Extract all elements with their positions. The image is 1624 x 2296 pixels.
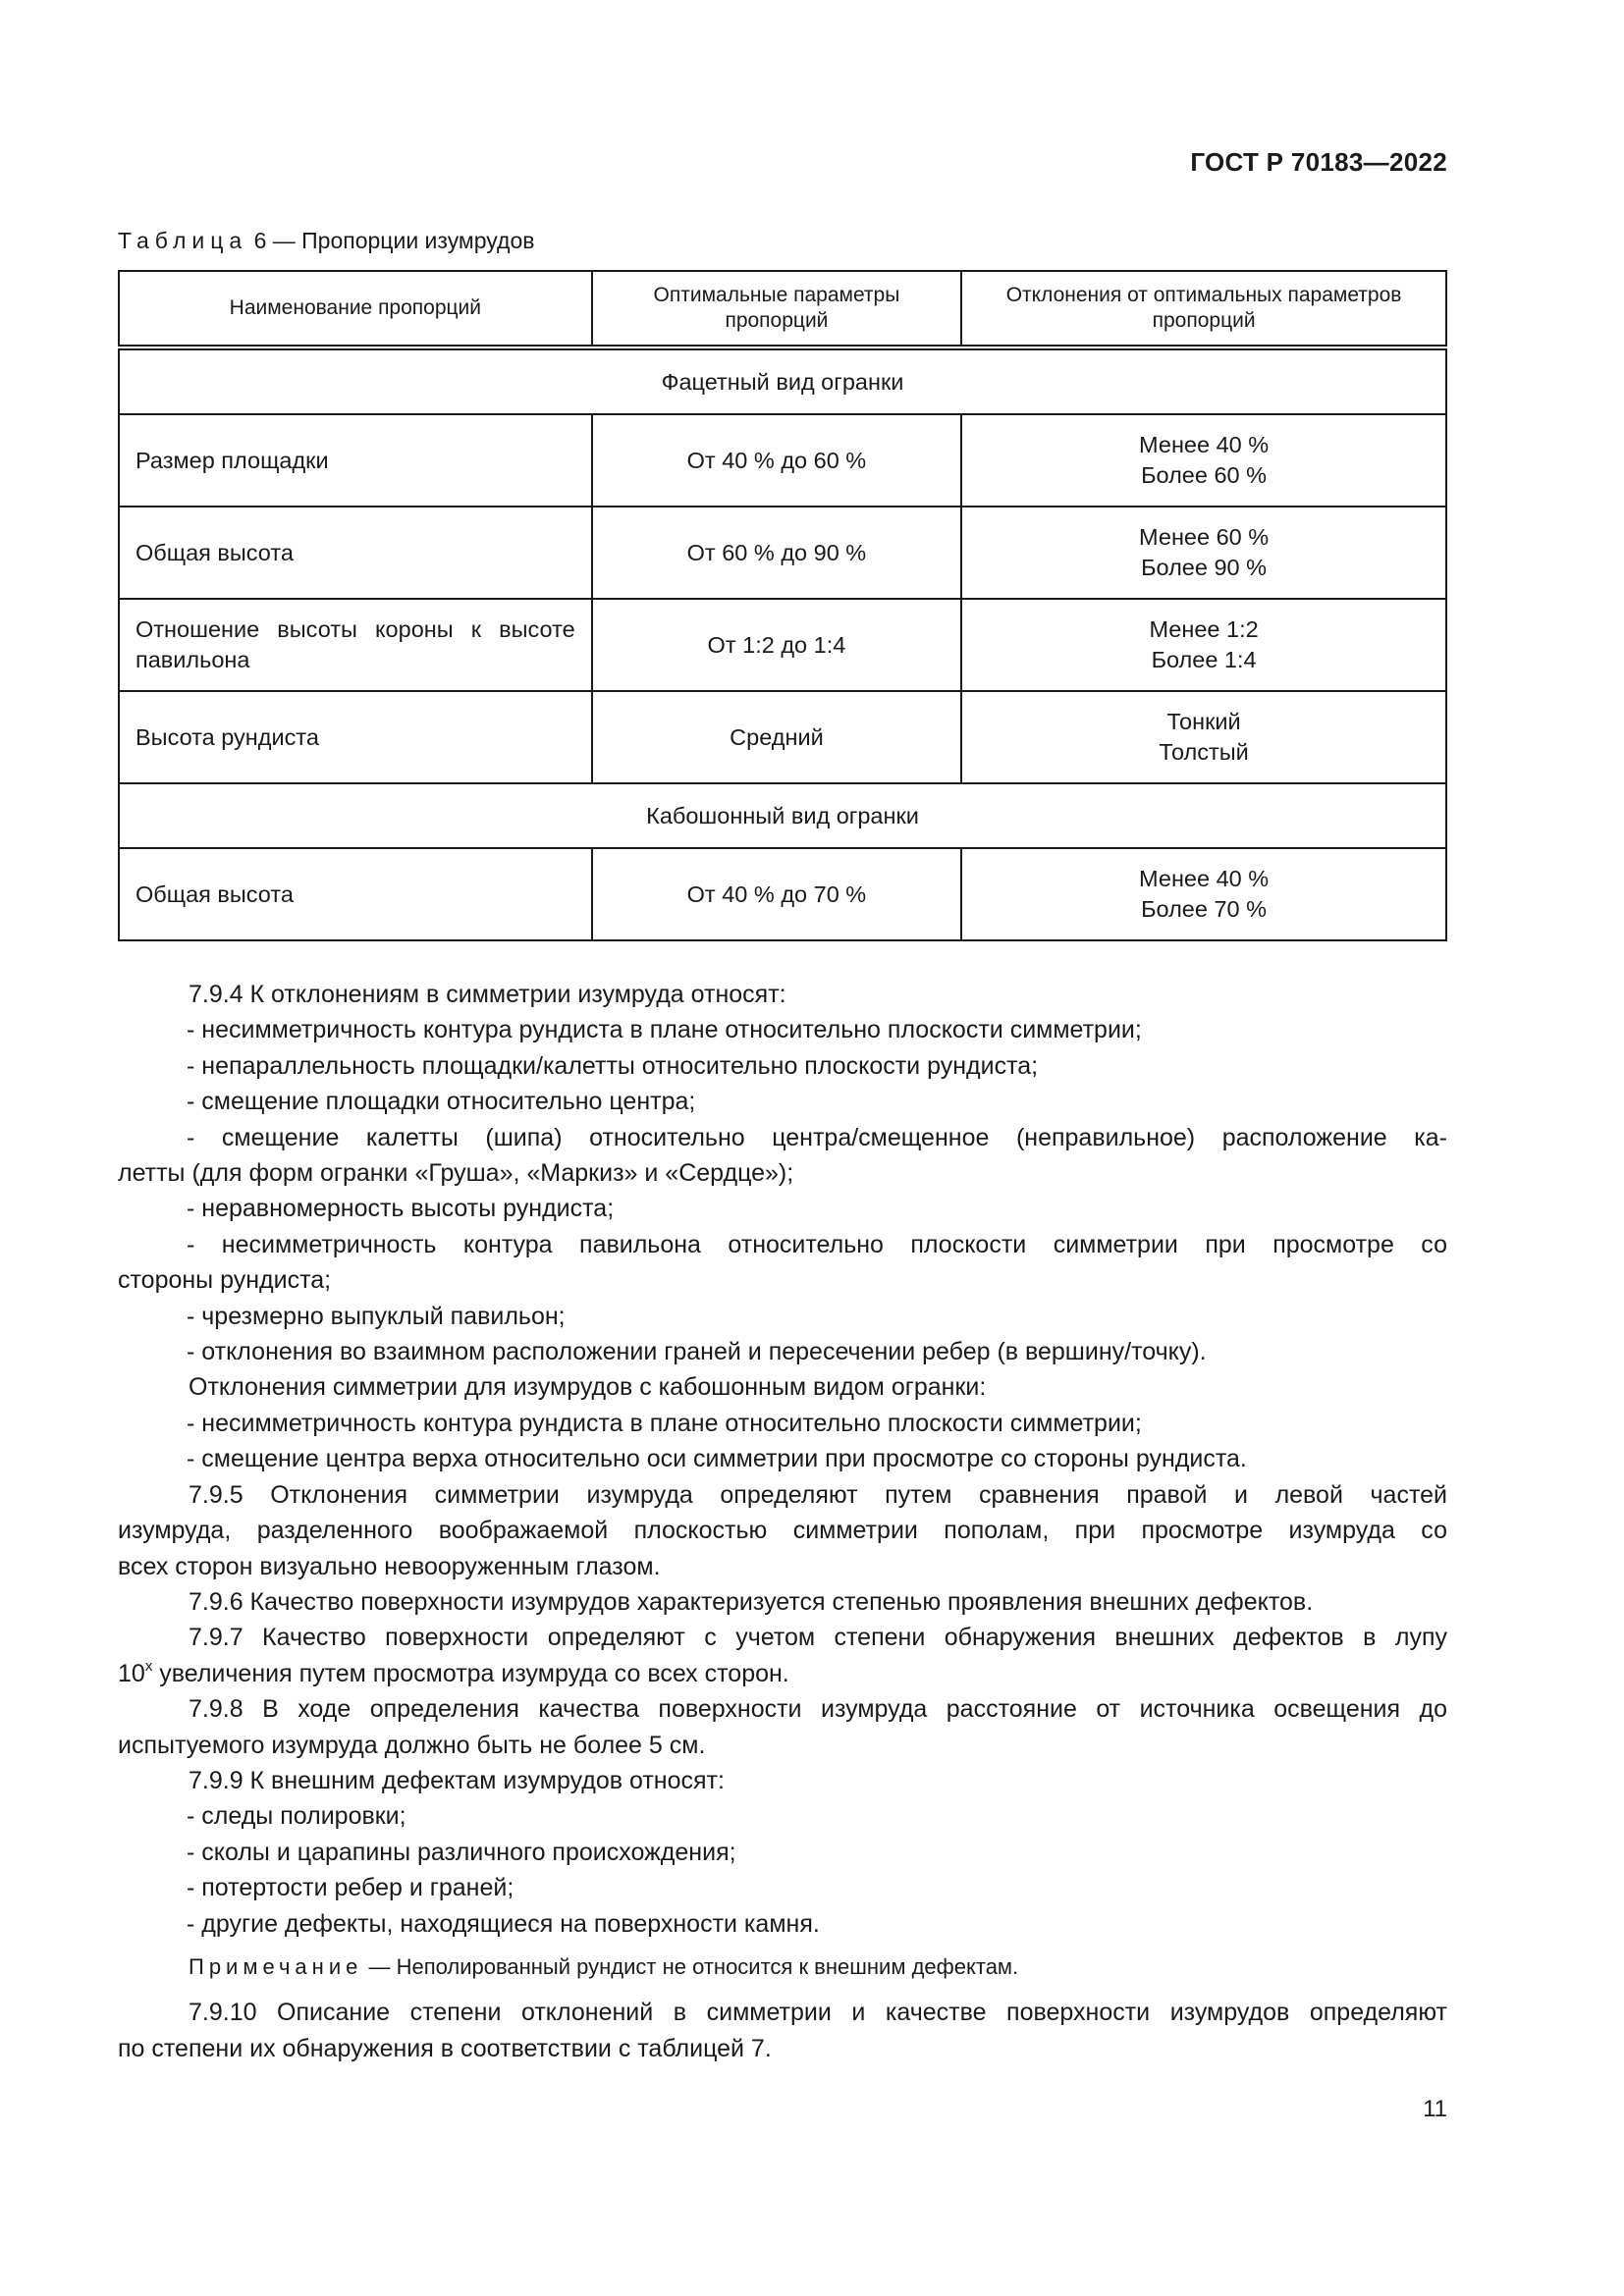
column-header-deviation: Отклонения от оптимальных параметров пропорций [961, 271, 1446, 347]
section-title: Фацетный вид огранки [119, 347, 1446, 414]
deviation-line: Толстый [1159, 739, 1249, 765]
paragraph-7-9-7-line [118, 1656, 1447, 1691]
paragraph-7-9-8: 7.9.8 В ходе определения качества поверхности изумруда расстояние от источника освещения до [189, 1695, 1447, 1724]
table-caption-prefix: Таблица [118, 228, 248, 253]
table-row [119, 507, 1446, 599]
row-deviation [961, 507, 1446, 599]
deviation-line: Более 90 % [1141, 555, 1268, 580]
section-row-cabochon [119, 783, 1446, 848]
list-item: - несимметричность контура рундиста в плане относительно плоскости симметрии; [187, 1409, 1142, 1437]
note [118, 1949, 1447, 1985]
paragraph-7-9-7: 7.9.7 Качество поверхности определяют с учетом степени обнаружения внешних дефектов в лупу [189, 1624, 1447, 1652]
note-label: Примечание [189, 1953, 363, 1979]
list-item: - потертости ребер и граней; [187, 1874, 514, 1902]
row-name: Общая высота [119, 848, 592, 940]
row-optimal: От 40 % до 60 % [592, 414, 962, 507]
paragraph-7-9-10-line: по степени их обнаружения в соответствии с таблицей 7. [118, 2034, 772, 2062]
row-optimal: Средний [592, 691, 962, 783]
list-item-continuation: летты (для форм огранки «Груша», «Маркиз» и «Сердце»); [118, 1159, 794, 1188]
paragraph-7-9-10: 7.9.10 Описание степени отклонений в симметрии и качестве поверхности изумрудов определяют [189, 1999, 1447, 2027]
column-header-name: Наименование пропорций [119, 271, 592, 347]
magnification-superscript: х [144, 1657, 153, 1675]
paragraph-7-9-4: 7.9.4 К отклонениям в симметрии изумруда относят: [189, 981, 786, 1008]
deviation-line: Тонкий [1166, 709, 1241, 734]
cabochon-intro: Отклонения симметрии для изумрудов с кабошонным видом огранки: [189, 1373, 987, 1402]
list-item: - чрезмерно выпуклый павильон; [187, 1302, 566, 1330]
page-number: 11 [1423, 2096, 1447, 2122]
deviation-line: Более 1:4 [1151, 647, 1257, 672]
standard-code: ГОСТ Р 70183—2022 [1190, 147, 1447, 177]
paragraph-7-9-5-line: всех сторон визуально невооруженным глазом. [118, 1552, 661, 1580]
list-item: - несимметричность контура павильона относительно плоскости симметрии при просмотре со [187, 1230, 1447, 1258]
table-caption [118, 228, 534, 254]
note-text: — Неполированный рундист не относится к внешним дефектам. [362, 1953, 1019, 1979]
list-item: - неравномерность высоты рундиста; [187, 1195, 615, 1223]
row-name [119, 599, 592, 691]
deviation-line: Менее 60 % [1139, 524, 1270, 550]
row-deviation [961, 691, 1446, 783]
list-item-continuation: стороны рундиста; [118, 1266, 332, 1295]
paragraph-text: увеличения путем просмотра изумруда со всех сторон. [152, 1659, 789, 1687]
column-header-optimal: Оптимальные параметры пропорций [592, 271, 962, 347]
paragraph-7-9-6: 7.9.6 Качество поверхности изумрудов характеризуется степенью проявления внешних дефектов. [189, 1587, 1314, 1616]
section-row-faceted [119, 347, 1446, 414]
table-row [119, 691, 1446, 783]
paragraph-7-9-5: 7.9.5 Отклонения симметрии изумруда определяют путем сравнения правой и левой частей [189, 1480, 1447, 1509]
row-optimal: От 40 % до 70 % [592, 848, 962, 940]
paragraph-7-9-8-line: испытуемого изумруда должно быть не более 5 см. [118, 1731, 706, 1759]
row-deviation [961, 599, 1446, 691]
row-deviation [961, 414, 1446, 507]
row-name: Высота рундиста [119, 691, 592, 783]
list-item: - смещение калетты (шипа) относительно центра/смещенное (неправильное) расположение ка- [187, 1123, 1447, 1151]
section-title: Кабошонный вид огранки [119, 783, 1446, 848]
deviation-line: Менее 1:2 [1149, 616, 1259, 642]
table-row [119, 599, 1446, 691]
list-item: - несимметричность контура рундиста в плане относительно плоскости симметрии; [187, 1016, 1142, 1044]
row-name: Размер площадки [119, 414, 592, 507]
magnification-value: 10 [118, 1659, 145, 1687]
row-deviation [961, 848, 1446, 940]
deviation-line: Более 60 % [1141, 462, 1268, 488]
paragraph-7-9-9: 7.9.9 К внешним дефектам изумрудов относят: [189, 1766, 725, 1794]
body-text [118, 977, 1447, 2066]
row-name-line: Отношение высоты короны к высоте [135, 616, 575, 642]
paragraph-7-9-5-line: изумруда, разделенного воображаемой плоскостью симметрии пополам, при просмотре изумруда со [118, 1517, 1447, 1545]
list-item: - отклонения во взаимном расположении граней и пересечении ребер (в вершину/точку). [187, 1338, 1207, 1366]
row-optimal: От 1:2 до 1:4 [592, 599, 962, 691]
deviation-line: Более 70 % [1141, 896, 1268, 922]
table-row [119, 848, 1446, 940]
row-optimal: От 60 % до 90 % [592, 507, 962, 599]
deviation-line: Менее 40 % [1139, 866, 1270, 891]
table-caption-title: 6 — Пропорции изумрудов [247, 228, 535, 253]
row-name: Общая высота [119, 507, 592, 599]
deviation-line: Менее 40 % [1139, 432, 1270, 457]
list-item: - непараллельность площадки/калетты относительно плоскости рундиста; [187, 1051, 1039, 1080]
table-header-row [119, 271, 1446, 347]
list-item: - другие дефекты, находящиеся на поверхности камня. [187, 1909, 820, 1938]
proportions-table [118, 270, 1447, 941]
list-item: - следы полировки; [187, 1802, 406, 1831]
table-row [119, 414, 1446, 507]
list-item: - смещение центра верха относительно оси симметрии при просмотре со стороны рундиста. [187, 1445, 1247, 1473]
row-name-line: павильона [135, 647, 250, 672]
list-item: - смещение площадки относительно центра; [187, 1088, 696, 1116]
list-item: - сколы и царапины различного происхождения; [187, 1838, 736, 1866]
